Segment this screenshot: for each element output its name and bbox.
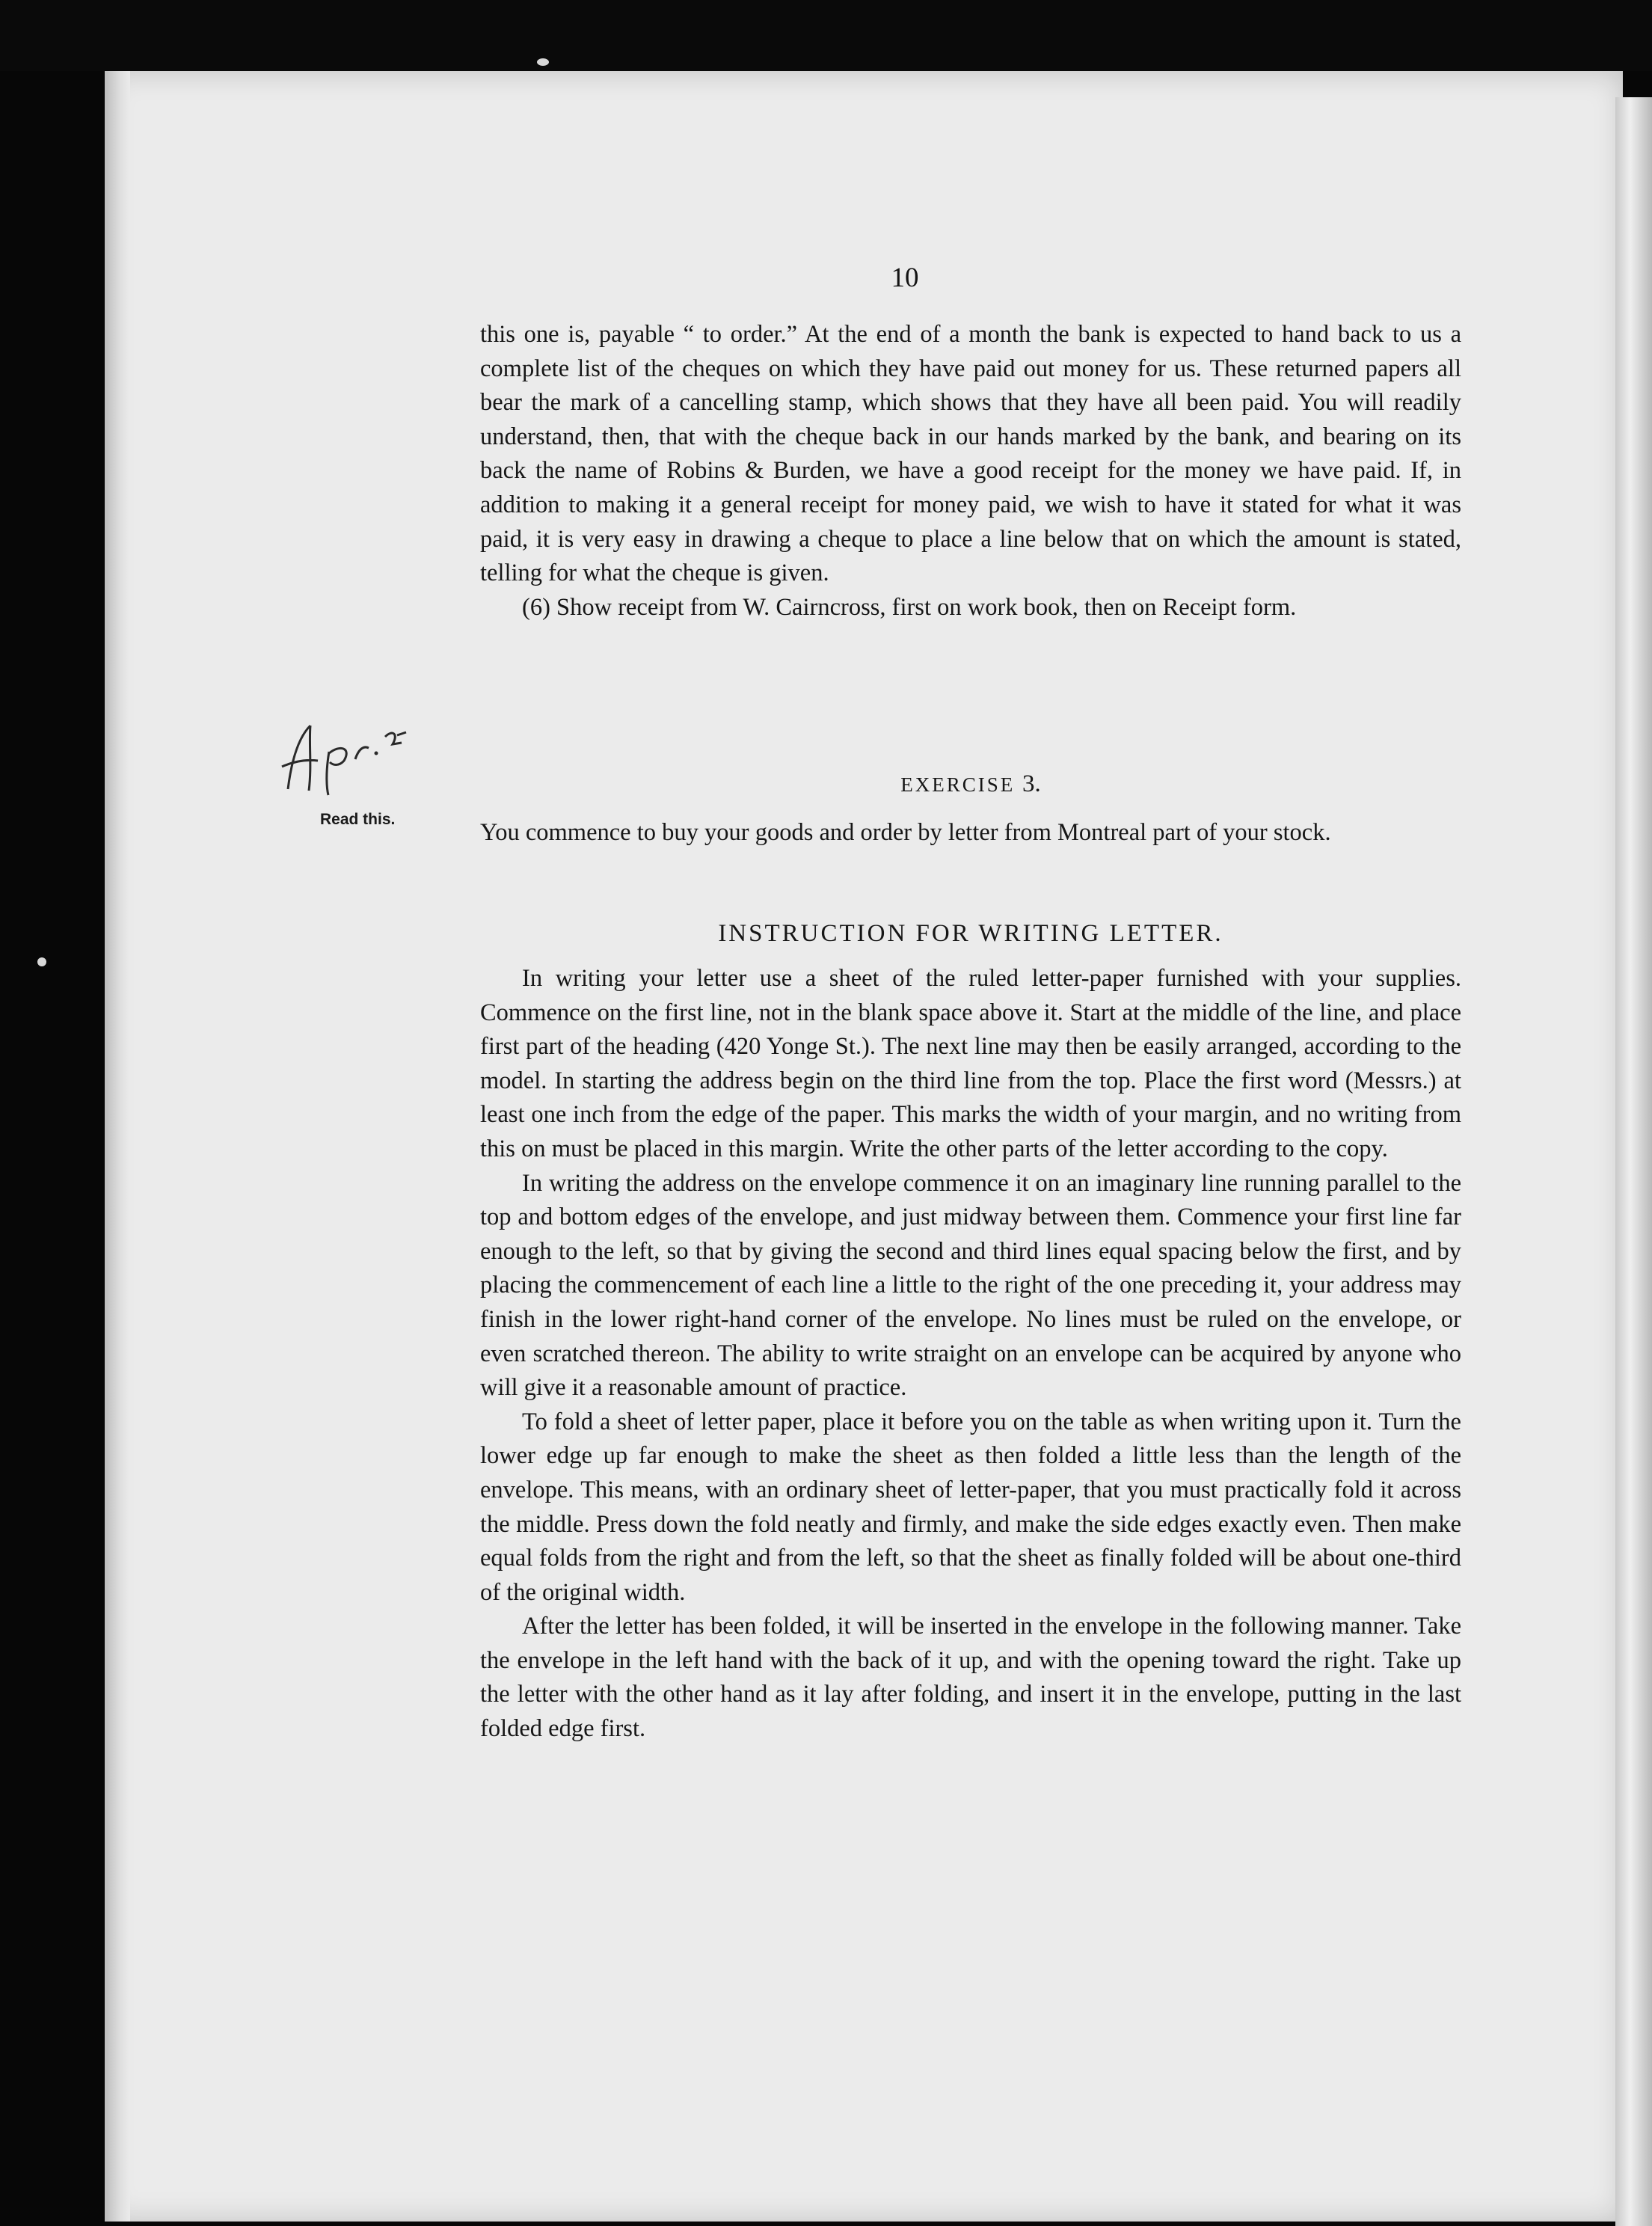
margin-note: Read this. xyxy=(320,811,396,828)
facing-page-edge xyxy=(1615,97,1652,2226)
page-gutter xyxy=(105,71,130,2222)
section-heading: INSTRUCTION FOR WRITING LETTER. xyxy=(718,920,1223,947)
page-number: 10 xyxy=(891,263,919,293)
exercise-label: EXERCISE xyxy=(900,773,1016,796)
exercise-number: 3. xyxy=(1022,770,1041,797)
body-text xyxy=(480,318,1461,625)
scan-background-top xyxy=(0,0,1652,71)
handwritten-annotation xyxy=(265,707,423,797)
instruction-paragraph: In writing your letter use a sheet of the ruled letter-paper furnished with your supplies. Commence on the first line, not in the blank space above it. Start at the middle of the line, and place first part of the heading (420 Yonge St.). The next line may then be easily arranged, according to the model. In starting the address begin on the third line from the top. Place the first word (Messrs.) at least one inch from the edge of the paper. This marks the width of your margin, and no writing from this on must be placed in this margin. Write the other parts of the letter according to the copy. xyxy=(480,965,1461,1162)
exercise-text: You commence to buy your goods and order by letter from Montreal part of your stock. xyxy=(480,819,1331,846)
scan-speck xyxy=(37,957,46,966)
body-paragraph: (6) Show receipt from W. Cairncross, first on work book, then on Receipt form. xyxy=(522,593,1297,621)
scan-speck xyxy=(537,58,549,66)
instruction-paragraph: After the letter has been folded, it will be inserted in the envelope in the following manner. Take the envelope in the left hand with the back of it up, and with the opening toward the right. Take up the letter with the other hand as it lay after folding, and insert it in the envelope, putting in the last folded edge first. xyxy=(480,1613,1461,1743)
instruction-paragraph: In writing the address on the envelope commence it on an imaginary line running parallel to the top and bottom edges of the envelope, and just midway between them. Commence your first line far enough to the left, so that by giving the second and third lines equal spacing below the first, and by placing the commencement of each line a little to the right of the one preceding it, your address may finish in the lower right-hand corner of the envelope. No lines must be ruled on the envelope, or even scratched thereon. The ability to write straight on an envelope can be acquired by anyone who will give it a reasonable amount of practice. xyxy=(480,1169,1461,1402)
instruction-text xyxy=(480,962,1461,1747)
instruction-paragraph: To fold a sheet of letter paper, place it before you on the table as when writing upon it. Turn the lower edge up far enough to make the sheet as then folded a little less than the length of the envelope. This means, with an ordinary sheet of letter-paper, that you must practically fold it across the middle. Press down the fold neatly and firmly, and make the side edges exactly even. Then make equal folds from the right and from the left, so that the sheet as finally folded will be about one-third of the original width. xyxy=(480,1408,1461,1606)
exercise-heading xyxy=(480,770,1461,798)
body-paragraph: this one is, payable “ to order.” At the end of a month the bank is expected to hand back to us a complete list of the cheques on which they have paid out money for us. These returned papers all bear the mark of a cancelling stamp, which shows that they have all been paid. You will readily understand, then, that with the cheque back in our hands marked by the bank, and bearing on its back the name of Robins & Burden, we have a good receipt for the money we have paid. If, in addition to making it a general receipt for money paid, we wish to have it stated for what it was paid, it is very easy in drawing a cheque to place a line below that on which the amount is stated, telling for what the cheque is given. xyxy=(480,321,1461,587)
